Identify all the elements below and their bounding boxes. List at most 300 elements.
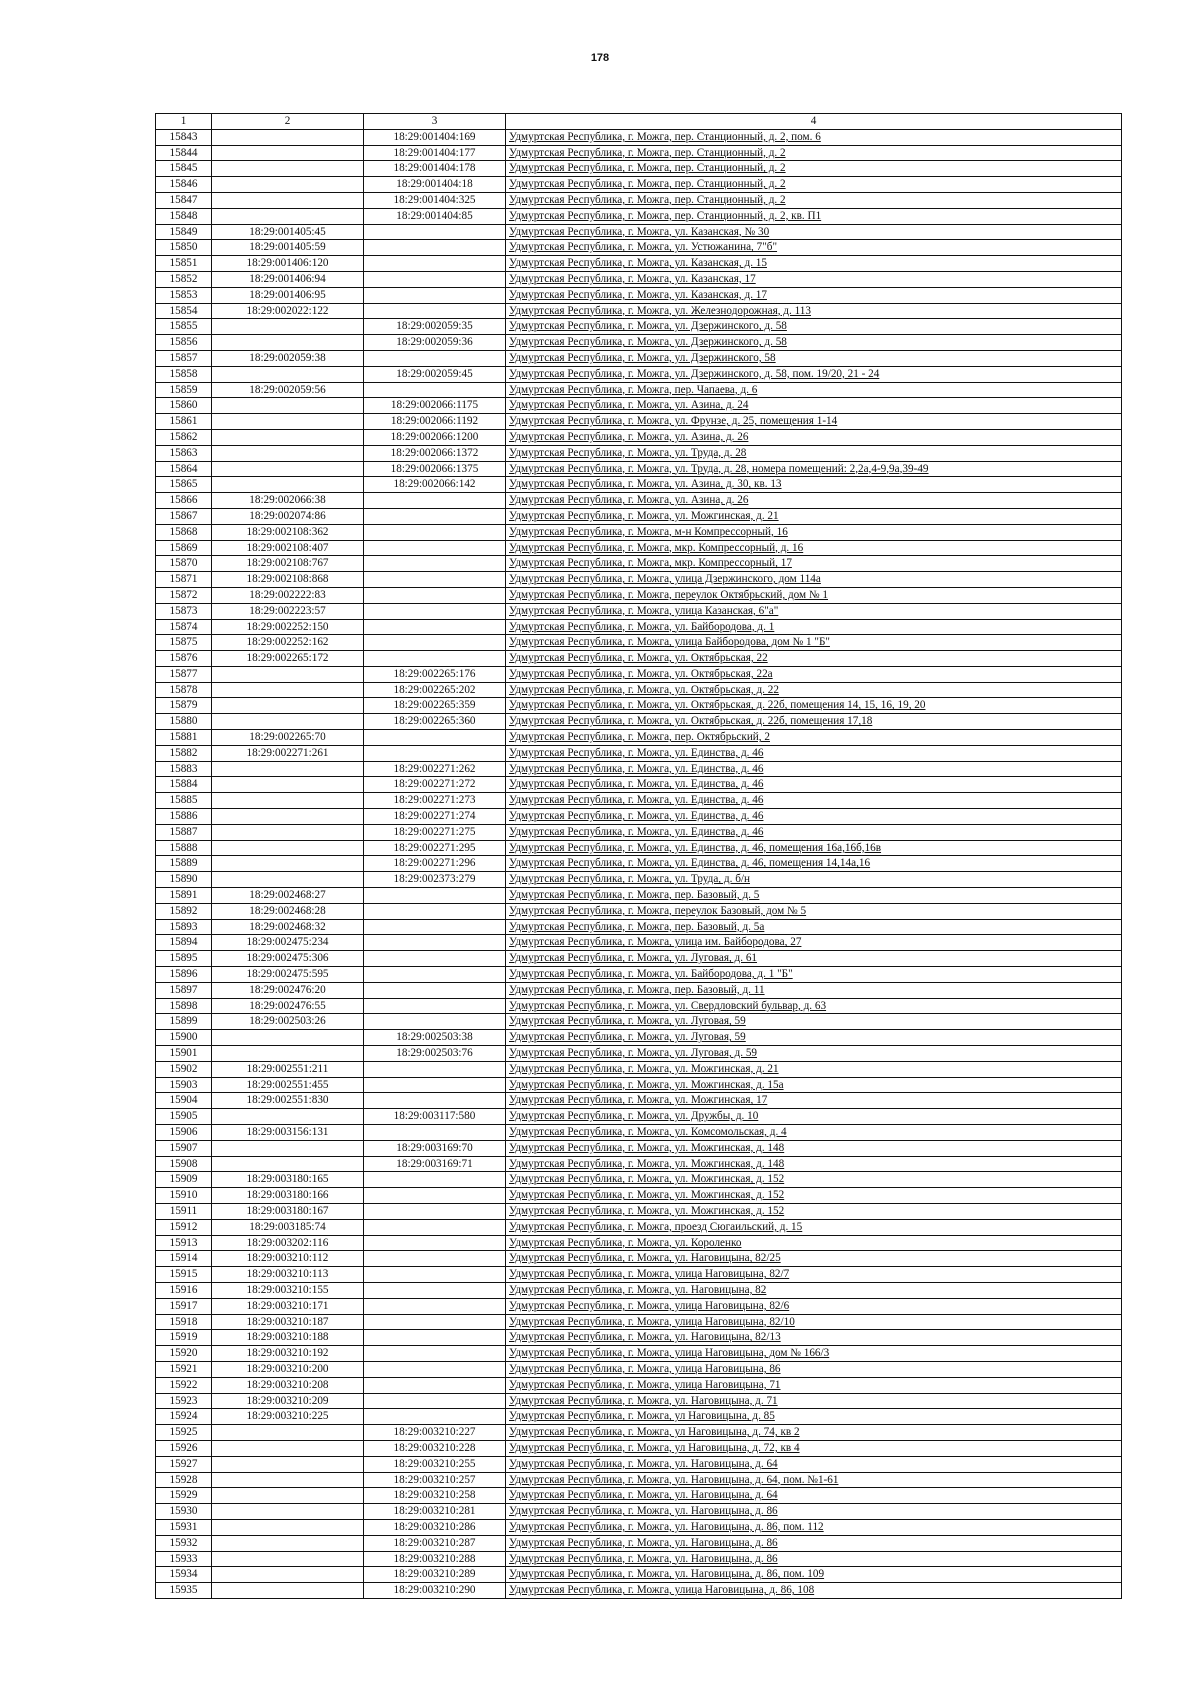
cadastral-number-col3 <box>364 935 506 951</box>
cadastral-number-col3 <box>364 603 506 619</box>
row-number: 15928 <box>156 1472 212 1488</box>
address: Удмуртская Республика, г. Можга, пер. Базовый, д. 5 <box>506 888 1122 904</box>
address: Удмуртская Республика, г. Можга, ул. Наговицына, 82/13 <box>506 1330 1122 1346</box>
address: Удмуртская Республика, г. Можга, ул. Можгинская, д. 148 <box>506 1156 1122 1172</box>
row-number: 15877 <box>156 666 212 682</box>
address: Удмуртская Республика, г. Можга, пер. Чапаева, д. 6 <box>506 382 1122 398</box>
row-number: 15921 <box>156 1361 212 1377</box>
address: Удмуртская Республика, г. Можга, ул. Наговицына, д. 64, пом. №1-61 <box>506 1472 1122 1488</box>
row-number: 15911 <box>156 1203 212 1219</box>
row-number: 15867 <box>156 508 212 524</box>
cadastral-number-col2: 18:29:001405:59 <box>212 240 364 256</box>
row-number: 15868 <box>156 524 212 540</box>
table-row <box>156 335 1122 351</box>
cadastral-number-col2 <box>212 1109 364 1125</box>
cadastral-number-col3 <box>364 1203 506 1219</box>
row-number: 15859 <box>156 382 212 398</box>
row-number: 15844 <box>156 145 212 161</box>
cadastral-number-col2 <box>212 335 364 351</box>
cadastral-number-col3 <box>364 1314 506 1330</box>
cadastral-number-col3 <box>364 587 506 603</box>
table-row <box>156 129 1122 145</box>
table-row <box>156 1140 1122 1156</box>
table-row <box>156 714 1122 730</box>
row-number: 15886 <box>156 809 212 825</box>
cadastral-number-col2 <box>212 666 364 682</box>
table-row <box>156 145 1122 161</box>
cadastral-number-col3: 18:29:002271:296 <box>364 856 506 872</box>
table-row <box>156 1077 1122 1093</box>
cadastral-number-col3: 18:29:002271:262 <box>364 761 506 777</box>
address: Удмуртская Республика, г. Можга, ул. Наговицына, д. 86 <box>506 1535 1122 1551</box>
row-number: 15849 <box>156 224 212 240</box>
table-row <box>156 1125 1122 1141</box>
row-number: 15861 <box>156 414 212 430</box>
table-row <box>156 429 1122 445</box>
row-number: 15904 <box>156 1093 212 1109</box>
table-row <box>156 1282 1122 1298</box>
cadastral-number-col3: 18:29:002271:272 <box>364 777 506 793</box>
address: Удмуртская Республика, г. Можга, улица Наговицына, дом № 166/3 <box>506 1346 1122 1362</box>
address: Удмуртская Республика, г. Можга, ул. Единства, д. 46, помещения 14,14а,16 <box>506 856 1122 872</box>
table-row <box>156 1361 1122 1377</box>
cadastral-number-col2: 18:29:002108:767 <box>212 556 364 572</box>
cadastral-number-col3 <box>364 998 506 1014</box>
cadastral-number-col2: 18:29:003210:187 <box>212 1314 364 1330</box>
cadastral-number-col3: 18:29:002066:1175 <box>364 398 506 414</box>
table-row <box>156 761 1122 777</box>
cadastral-number-col3 <box>364 982 506 998</box>
address: Удмуртская Республика, г. Можга, м-н Компрессорный, 16 <box>506 524 1122 540</box>
table-row <box>156 1583 1122 1599</box>
row-number: 15880 <box>156 714 212 730</box>
cadastral-number-col2: 18:29:001406:120 <box>212 256 364 272</box>
cadastral-number-col2: 18:29:002265:70 <box>212 730 364 746</box>
cadastral-number-col3: 18:29:002271:274 <box>364 809 506 825</box>
row-number: 15894 <box>156 935 212 951</box>
table-row <box>156 603 1122 619</box>
row-number: 15873 <box>156 603 212 619</box>
cadastral-number-col3: 18:29:002066:1372 <box>364 445 506 461</box>
table-row <box>156 572 1122 588</box>
row-number: 15926 <box>156 1440 212 1456</box>
row-number: 15869 <box>156 540 212 556</box>
row-number: 15917 <box>156 1298 212 1314</box>
table-row <box>156 493 1122 509</box>
cadastral-number-col3: 18:29:003169:71 <box>364 1156 506 1172</box>
cadastral-number-col2 <box>212 1504 364 1520</box>
address: Удмуртская Республика, г. Можга, ул. Октябрьская, д. 22б, помещения 14, 15, 16, 19, 20 <box>506 698 1122 714</box>
cadastral-number-col2 <box>212 1156 364 1172</box>
address: Удмуртская Республика, г. Можга, переулок Базовый, дом № 5 <box>506 903 1122 919</box>
table-row <box>156 730 1122 746</box>
table-row <box>156 745 1122 761</box>
cadastral-number-col3 <box>364 540 506 556</box>
cadastral-number-col2: 18:29:002475:595 <box>212 967 364 983</box>
cadastral-number-col3 <box>364 745 506 761</box>
cadastral-number-col2 <box>212 1567 364 1583</box>
address: Удмуртская Республика, г. Можга, пер. Станционный, д. 2 <box>506 192 1122 208</box>
cadastral-number-col2: 18:29:003210:192 <box>212 1346 364 1362</box>
column-header-2: 2 <box>212 114 364 130</box>
cadastral-number-col3 <box>364 1346 506 1362</box>
address: Удмуртская Республика, г. Можга, ул. Наговицына, д. 86 <box>506 1551 1122 1567</box>
cadastral-number-col3: 18:29:002265:202 <box>364 682 506 698</box>
cadastral-number-col2: 18:29:003180:166 <box>212 1188 364 1204</box>
column-header-1: 1 <box>156 114 212 130</box>
cadastral-number-col2 <box>212 824 364 840</box>
cadastral-number-col2 <box>212 461 364 477</box>
address: Удмуртская Республика, г. Можга, ул. Единства, д. 46 <box>506 824 1122 840</box>
cadastral-number-col2: 18:29:002066:38 <box>212 493 364 509</box>
cadastral-number-col3 <box>364 1251 506 1267</box>
cadastral-number-col2: 18:29:003180:165 <box>212 1172 364 1188</box>
cadastral-number-col2 <box>212 809 364 825</box>
cadastral-number-col2 <box>212 414 364 430</box>
row-number: 15891 <box>156 888 212 904</box>
address: Удмуртская Республика, г. Можга, ул. Луговая, д. 61 <box>506 951 1122 967</box>
table-row <box>156 1061 1122 1077</box>
table-row <box>156 1251 1122 1267</box>
address: Удмуртская Республика, г. Можга, ул. Наговицына, д. 71 <box>506 1393 1122 1409</box>
table-row <box>156 777 1122 793</box>
cadastral-number-col3: 18:29:003210:255 <box>364 1456 506 1472</box>
row-number: 15929 <box>156 1488 212 1504</box>
table-row <box>156 1235 1122 1251</box>
cadastral-number-col3 <box>364 382 506 398</box>
table-row <box>156 1156 1122 1172</box>
cadastral-number-col3: 18:29:002271:275 <box>364 824 506 840</box>
cadastral-number-col3 <box>364 287 506 303</box>
table-row <box>156 793 1122 809</box>
row-number: 15934 <box>156 1567 212 1583</box>
cadastral-number-col3: 18:29:001404:178 <box>364 161 506 177</box>
cadastral-number-col3: 18:29:003210:290 <box>364 1583 506 1599</box>
table-row <box>156 619 1122 635</box>
column-header-4: 4 <box>506 114 1122 130</box>
cadastral-number-col2 <box>212 429 364 445</box>
address: Удмуртская Республика, г. Можга, ул. Дзержинского, д. 58 <box>506 319 1122 335</box>
address: Удмуртская Республика, г. Можга, ул. Байбородова, д. 1 <box>506 619 1122 635</box>
cadastral-number-col2: 18:29:002059:56 <box>212 382 364 398</box>
cadastral-number-col2 <box>212 129 364 145</box>
address: Удмуртская Республика, г. Можга, ул. Наговицына, д. 64 <box>506 1488 1122 1504</box>
row-number: 15920 <box>156 1346 212 1362</box>
cadastral-number-col2 <box>212 161 364 177</box>
cadastral-number-col2: 18:29:003156:131 <box>212 1125 364 1141</box>
address: Удмуртская Республика, г. Можга, ул. Дзержинского, д. 58 <box>506 335 1122 351</box>
cadastral-number-col2 <box>212 445 364 461</box>
address: Удмуртская Республика, г. Можга, пер. Станционный, д. 2 <box>506 161 1122 177</box>
cadastral-number-col2: 18:29:002551:455 <box>212 1077 364 1093</box>
row-number: 15858 <box>156 366 212 382</box>
row-number: 15931 <box>156 1519 212 1535</box>
table-row <box>156 508 1122 524</box>
address: Удмуртская Республика, г. Можга, ул. Азина, д. 26 <box>506 429 1122 445</box>
cadastral-number-col3: 18:29:003169:70 <box>364 1140 506 1156</box>
address: Удмуртская Республика, г. Можга, ул Наговицына, д. 85 <box>506 1409 1122 1425</box>
address: Удмуртская Республика, г. Можга, пер. Базовый, д. 11 <box>506 982 1122 998</box>
address: Удмуртская Республика, г. Можга, ул. Труда, д. б/н <box>506 872 1122 888</box>
row-number: 15896 <box>156 967 212 983</box>
table-row <box>156 477 1122 493</box>
address: Удмуртская Республика, г. Можга, пер. Станционный, д. 2, пом. 6 <box>506 129 1122 145</box>
cadastral-number-col2 <box>212 1551 364 1567</box>
table-header-row <box>156 114 1122 130</box>
registry-table-body <box>156 114 1122 1599</box>
cadastral-number-col3: 18:29:002059:35 <box>364 319 506 335</box>
cadastral-number-col3: 18:29:001404:177 <box>364 145 506 161</box>
table-row <box>156 1472 1122 1488</box>
table-row <box>156 1314 1122 1330</box>
row-number: 15930 <box>156 1504 212 1520</box>
cadastral-number-col2: 18:29:003210:225 <box>212 1409 364 1425</box>
cadastral-number-col2: 18:29:002108:362 <box>212 524 364 540</box>
address: Удмуртская Республика, г. Можга, ул. Можгинская, д. 148 <box>506 1140 1122 1156</box>
row-number: 15923 <box>156 1393 212 1409</box>
table-row <box>156 445 1122 461</box>
cadastral-number-col2 <box>212 793 364 809</box>
cadastral-number-col2: 18:29:003210:112 <box>212 1251 364 1267</box>
row-number: 15908 <box>156 1156 212 1172</box>
cadastral-number-col3 <box>364 1219 506 1235</box>
cadastral-number-col2: 18:29:002468:32 <box>212 919 364 935</box>
address: Удмуртская Республика, г. Можга, ул. Можгинская, д. 152 <box>506 1203 1122 1219</box>
cadastral-number-col3 <box>364 1409 506 1425</box>
address: Удмуртская Республика, г. Можга, ул. Можгинская, д. 152 <box>506 1172 1122 1188</box>
cadastral-number-col2: 18:29:002271:261 <box>212 745 364 761</box>
cadastral-number-col2 <box>212 698 364 714</box>
table-row <box>156 208 1122 224</box>
cadastral-number-col3 <box>364 1235 506 1251</box>
row-number: 15915 <box>156 1267 212 1283</box>
table-row <box>156 1219 1122 1235</box>
address: Удмуртская Республика, г. Можга, ул. Наговицына, д. 86, пом. 112 <box>506 1519 1122 1535</box>
table-row <box>156 1267 1122 1283</box>
table-row <box>156 888 1122 904</box>
cadastral-number-col2: 18:29:002475:234 <box>212 935 364 951</box>
cadastral-number-col2 <box>212 1456 364 1472</box>
row-number: 15901 <box>156 1046 212 1062</box>
cadastral-number-col3: 18:29:003210:287 <box>364 1535 506 1551</box>
table-row <box>156 967 1122 983</box>
table-row <box>156 1030 1122 1046</box>
cadastral-number-col3: 18:29:003210:228 <box>364 1440 506 1456</box>
cadastral-number-col3 <box>364 919 506 935</box>
row-number: 15914 <box>156 1251 212 1267</box>
table-row <box>156 1109 1122 1125</box>
row-number: 15916 <box>156 1282 212 1298</box>
cadastral-number-col3 <box>364 1172 506 1188</box>
row-number: 15847 <box>156 192 212 208</box>
table-row <box>156 1567 1122 1583</box>
address: Удмуртская Республика, г. Можга, ул. Единства, д. 46 <box>506 793 1122 809</box>
cadastral-number-col2: 18:29:002223:57 <box>212 603 364 619</box>
address: Удмуртская Республика, г. Можга, ул. Казанская, д. 15 <box>506 256 1122 272</box>
cadastral-number-col3: 18:29:002271:273 <box>364 793 506 809</box>
cadastral-number-col3 <box>364 224 506 240</box>
row-number: 15899 <box>156 1014 212 1030</box>
cadastral-number-col2: 18:29:003210:208 <box>212 1377 364 1393</box>
row-number: 15882 <box>156 745 212 761</box>
address: Удмуртская Республика, г. Можга, мкр. Компрессорный, д. 16 <box>506 540 1122 556</box>
cadastral-number-col2: 18:29:003210:113 <box>212 1267 364 1283</box>
cadastral-number-col3 <box>364 635 506 651</box>
table-row <box>156 224 1122 240</box>
cadastral-number-col3: 18:29:003210:227 <box>364 1425 506 1441</box>
cadastral-number-col3: 18:29:002265:359 <box>364 698 506 714</box>
table-row <box>156 587 1122 603</box>
row-number: 15851 <box>156 256 212 272</box>
table-row <box>156 840 1122 856</box>
cadastral-number-col3 <box>364 651 506 667</box>
row-number: 15884 <box>156 777 212 793</box>
cadastral-number-col2: 18:29:002059:38 <box>212 350 364 366</box>
address: Удмуртская Республика, г. Можга, пер. Станционный, д. 2 <box>506 177 1122 193</box>
table-row <box>156 698 1122 714</box>
row-number: 15925 <box>156 1425 212 1441</box>
cadastral-number-col2 <box>212 1440 364 1456</box>
row-number: 15895 <box>156 951 212 967</box>
row-number: 15872 <box>156 587 212 603</box>
address: Удмуртская Республика, г. Можга, ул. Труда, д. 28 <box>506 445 1122 461</box>
cadastral-number-col2 <box>212 872 364 888</box>
address: Удмуртская Республика, г. Можга, проезд Сюгаильский, д. 15 <box>506 1219 1122 1235</box>
cadastral-number-col2 <box>212 477 364 493</box>
table-row <box>156 1393 1122 1409</box>
cadastral-number-col2 <box>212 682 364 698</box>
table-row <box>156 998 1122 1014</box>
row-number: 15846 <box>156 177 212 193</box>
cadastral-number-col3 <box>364 1282 506 1298</box>
cadastral-number-col2 <box>212 1046 364 1062</box>
cadastral-number-col3: 18:29:001404:169 <box>364 129 506 145</box>
table-row <box>156 177 1122 193</box>
table-row <box>156 540 1122 556</box>
registry-table <box>155 113 1122 1599</box>
address: Удмуртская Республика, г. Можга, ул. Луговая, 59 <box>506 1014 1122 1030</box>
address: Удмуртская Республика, г. Можга, улица Наговицына, 86 <box>506 1361 1122 1377</box>
address: Удмуртская Республика, г. Можга, ул. Казанская, № 30 <box>506 224 1122 240</box>
cadastral-number-col2: 18:29:002476:55 <box>212 998 364 1014</box>
cadastral-number-col2: 18:29:002252:150 <box>212 619 364 635</box>
cadastral-number-col2 <box>212 856 364 872</box>
table-row <box>156 398 1122 414</box>
cadastral-number-col2 <box>212 777 364 793</box>
cadastral-number-col3: 18:29:002271:295 <box>364 840 506 856</box>
row-number: 15912 <box>156 1219 212 1235</box>
row-number: 15927 <box>156 1456 212 1472</box>
cadastral-number-col3 <box>364 1125 506 1141</box>
cadastral-number-col3 <box>364 1014 506 1030</box>
row-number: 15865 <box>156 477 212 493</box>
address: Удмуртская Республика, г. Можга, ул. Казанская, 17 <box>506 271 1122 287</box>
table-row <box>156 366 1122 382</box>
table-row <box>156 856 1122 872</box>
table-row <box>156 1377 1122 1393</box>
address: Удмуртская Республика, г. Можга, улица Казанская, 6"а" <box>506 603 1122 619</box>
table-row <box>156 1330 1122 1346</box>
row-number: 15900 <box>156 1030 212 1046</box>
row-number: 15892 <box>156 903 212 919</box>
cadastral-number-col3 <box>364 1377 506 1393</box>
row-number: 15879 <box>156 698 212 714</box>
cadastral-number-col3: 18:29:003210:257 <box>364 1472 506 1488</box>
address: Удмуртская Республика, г. Можга, ул. Азина, д. 30, кв. 13 <box>506 477 1122 493</box>
address: Удмуртская Республика, г. Можга, ул. Октябрьская, д. 22б, помещения 17,18 <box>506 714 1122 730</box>
row-number: 15935 <box>156 1583 212 1599</box>
row-number: 15854 <box>156 303 212 319</box>
table-row <box>156 982 1122 998</box>
table-row <box>156 809 1122 825</box>
table-row <box>156 1425 1122 1441</box>
cadastral-number-col3 <box>364 350 506 366</box>
table-row <box>156 271 1122 287</box>
table-row <box>156 1046 1122 1062</box>
address: Удмуртская Республика, г. Можга, ул. Луговая, д. 59 <box>506 1046 1122 1062</box>
address: Удмуртская Республика, г. Можга, ул. Азина, д. 26 <box>506 493 1122 509</box>
row-number: 15860 <box>156 398 212 414</box>
table-row <box>156 319 1122 335</box>
row-number: 15918 <box>156 1314 212 1330</box>
cadastral-number-col3: 18:29:002059:45 <box>364 366 506 382</box>
cadastral-number-col3: 18:29:002059:36 <box>364 335 506 351</box>
cadastral-number-col2: 18:29:002503:26 <box>212 1014 364 1030</box>
cadastral-number-col3 <box>364 524 506 540</box>
cadastral-number-col3: 18:29:002066:142 <box>364 477 506 493</box>
table-row <box>156 1535 1122 1551</box>
cadastral-number-col3 <box>364 556 506 572</box>
address: Удмуртская Республика, г. Можга, ул. Можгинская, д. 152 <box>506 1188 1122 1204</box>
cadastral-number-col2 <box>212 840 364 856</box>
row-number: 15902 <box>156 1061 212 1077</box>
table-row <box>156 256 1122 272</box>
cadastral-number-col3 <box>364 1361 506 1377</box>
row-number: 15933 <box>156 1551 212 1567</box>
table-row <box>156 666 1122 682</box>
cadastral-number-col3 <box>364 493 506 509</box>
row-number: 15909 <box>156 1172 212 1188</box>
address: Удмуртская Республика, г. Можга, ул Наговицына, д. 72, кв 4 <box>506 1440 1122 1456</box>
cadastral-number-col2: 18:29:002475:306 <box>212 951 364 967</box>
cadastral-number-col3 <box>364 1077 506 1093</box>
address: Удмуртская Республика, г. Можга, улица Наговицына, 71 <box>506 1377 1122 1393</box>
cadastral-number-col3 <box>364 1298 506 1314</box>
table-row <box>156 161 1122 177</box>
cadastral-number-col3 <box>364 888 506 904</box>
address: Удмуртская Республика, г. Можга, мкр. Компрессорный, 17 <box>506 556 1122 572</box>
cadastral-number-col3: 18:29:002066:1375 <box>364 461 506 477</box>
address: Удмуртская Республика, г. Можга, пер. Станционный, д. 2 <box>506 145 1122 161</box>
cadastral-number-col2: 18:29:003210:171 <box>212 1298 364 1314</box>
cadastral-number-col2: 18:29:002022:122 <box>212 303 364 319</box>
address: Удмуртская Республика, г. Можга, ул. Октябрьская, 22 <box>506 651 1122 667</box>
row-number: 15853 <box>156 287 212 303</box>
row-number: 15871 <box>156 572 212 588</box>
row-number: 15845 <box>156 161 212 177</box>
address: Удмуртская Республика, г. Можга, ул. Железнодорожная, д. 113 <box>506 303 1122 319</box>
row-number: 15878 <box>156 682 212 698</box>
cadastral-number-col2 <box>212 366 364 382</box>
cadastral-number-col2 <box>212 714 364 730</box>
row-number: 15903 <box>156 1077 212 1093</box>
table-row <box>156 303 1122 319</box>
address: Удмуртская Республика, г. Можга, ул. Наговицына, 82 <box>506 1282 1122 1298</box>
table-row <box>156 651 1122 667</box>
cadastral-number-col3 <box>364 903 506 919</box>
address: Удмуртская Республика, г. Можга, ул. Казанская, д. 17 <box>506 287 1122 303</box>
row-number: 15843 <box>156 129 212 145</box>
